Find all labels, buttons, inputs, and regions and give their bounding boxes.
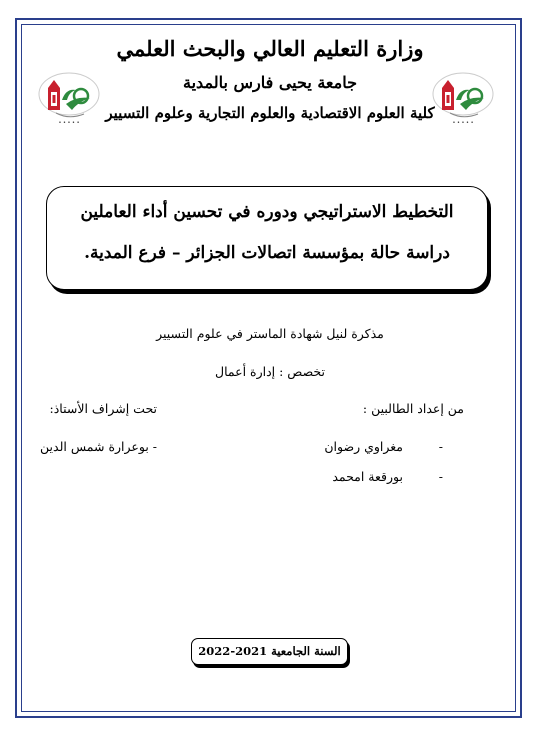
- student-name-text: مغراوي رضوان: [324, 439, 403, 454]
- student-name: [332, 469, 443, 484]
- list-dash: -: [438, 439, 443, 454]
- thesis-title-box: [46, 186, 488, 290]
- student-name-text: بورقعة امحمد: [332, 469, 403, 484]
- supervisor-label: تحت إشراف الأستاذ:: [49, 401, 157, 416]
- degree-purpose: مذكرة لنيل شهادة الماستر في علوم التسيير: [156, 326, 384, 341]
- university-name: جامعة يحيى فارس بالمدية: [183, 73, 357, 92]
- university-logo-icon: [430, 68, 496, 128]
- specialty: تخصص : إدارة أعمال: [215, 364, 325, 379]
- ministry-heading: وزارة التعليم العالي والبحث العلمي: [116, 36, 424, 61]
- supervisor-name: - بوعرارة شمس الدين: [40, 439, 157, 454]
- case-study-subtitle: دراسة حالة بمؤسسة اتصالات الجزائر – فرع المدية.: [84, 243, 450, 263]
- academic-year: السنة الجامعية 2021-2022: [191, 638, 348, 665]
- student-name: [324, 439, 443, 454]
- list-dash: -: [438, 469, 443, 484]
- faculty-name: كلية العلوم الاقتصادية والعلوم التجارية وعلوم التسيير: [105, 104, 435, 122]
- university-logo-icon: [36, 68, 102, 128]
- svg-text:• • • • •: • • • • •: [452, 120, 474, 126]
- svg-text:• • • • •: • • • • •: [58, 120, 80, 126]
- students-label: من إعداد الطالبين :: [362, 401, 464, 416]
- thesis-title: التخطيط الاستراتيجي ودوره في تحسين أداء العاملين: [80, 202, 454, 222]
